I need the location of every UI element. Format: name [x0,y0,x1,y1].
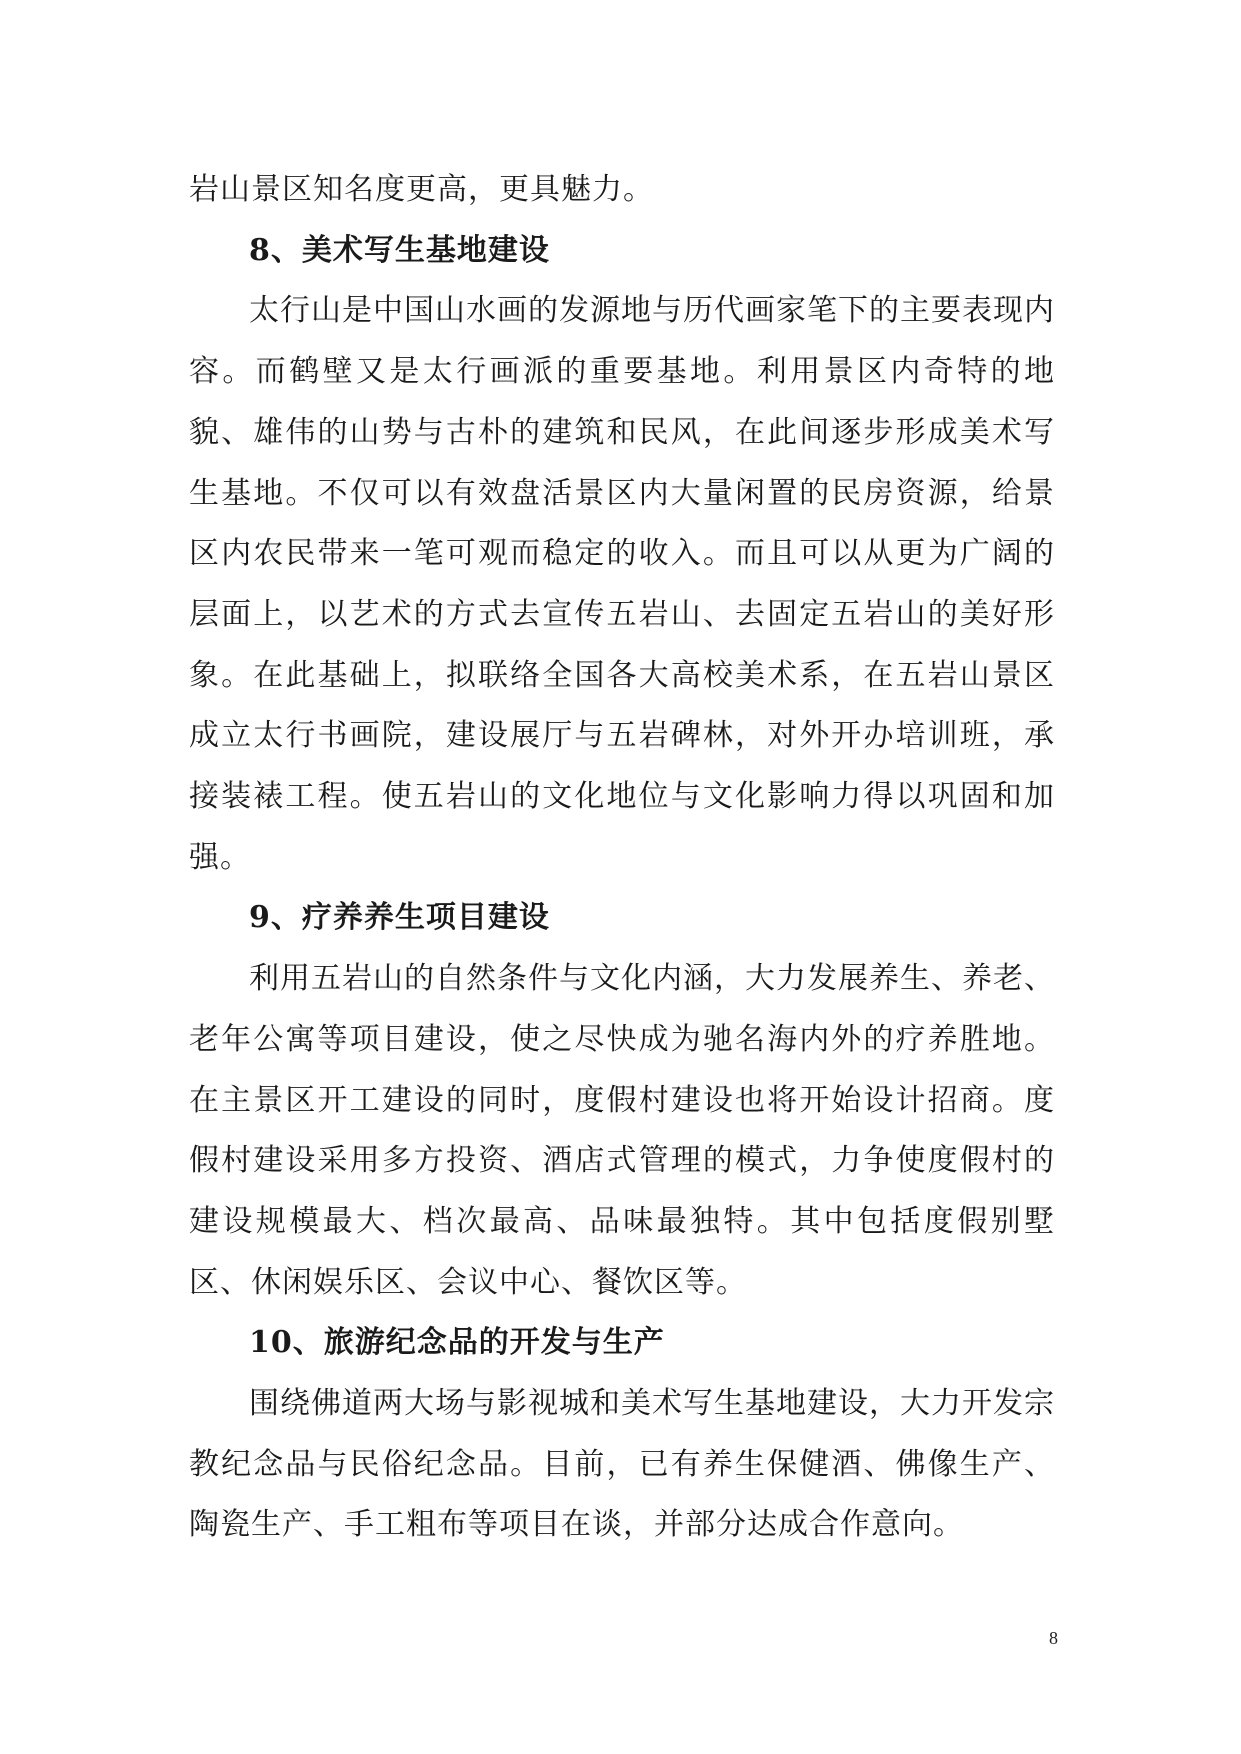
section-heading-8: 8、美术写生基地建设 [249,232,550,268]
paragraph-continuation: 岩山景区知名度更高，更具魅力。 [189,172,654,207]
paragraph-art-base: 太行山是中国山水画的发源地与历代画家笔下的主要表现内容。而鹤壁又是太行画派的重要基地。利用景区内奇特的地貌、雄伟的山势与古朴的建筑和民风，在此间逐步形成美术写生基地。不仅可以有效盘活景区内大量闲置的民房资源，给景区内农民带来一笔可观而稳定的收入。而且可以从更为广阔的层面上，以艺术的方式去宣传五岩山、去固定五岩山的美好形象。在此基础上，拟联络全国各大高校美术系，在五岩山景区成立太行书画院，建设展厅与五岩碑林，对外开办培训班，承接装裱工程。使五岩山的文化地位与文化影响力得以巩固和加强。 [189,293,1055,875]
document-body [189,160,1055,1556]
section-heading-10: 10、旅游纪念品的开发与生产 [249,1325,665,1361]
page-number: 8 [1049,1628,1058,1648]
section-heading-9: 9、疗养养生项目建设 [249,900,550,936]
paragraph-wellness: 利用五岩山的自然条件与文化内涵，大力发展养生、养老、老年公寓等项目建设，使之尽快成为驰名海内外的疗养胜地。在主景区开工建设的同时，度假村建设也将开始设计招商。度假村建设采用多方投资、酒店式管理的模式，力争使度假村的建设规模最大、档次最高、品味最独特。其中包括度假别墅区、休闲娱乐区、会议中心、餐饮区等。 [189,961,1055,1300]
paragraph-souvenirs: 围绕佛道两大场与影视城和美术写生基地建设，大力开发宗教纪念品与民俗纪念品。目前，已有养生保健酒、佛像生产、陶瓷生产、手工粗布等项目在谈，并部分达成合作意向。 [189,1386,1055,1543]
